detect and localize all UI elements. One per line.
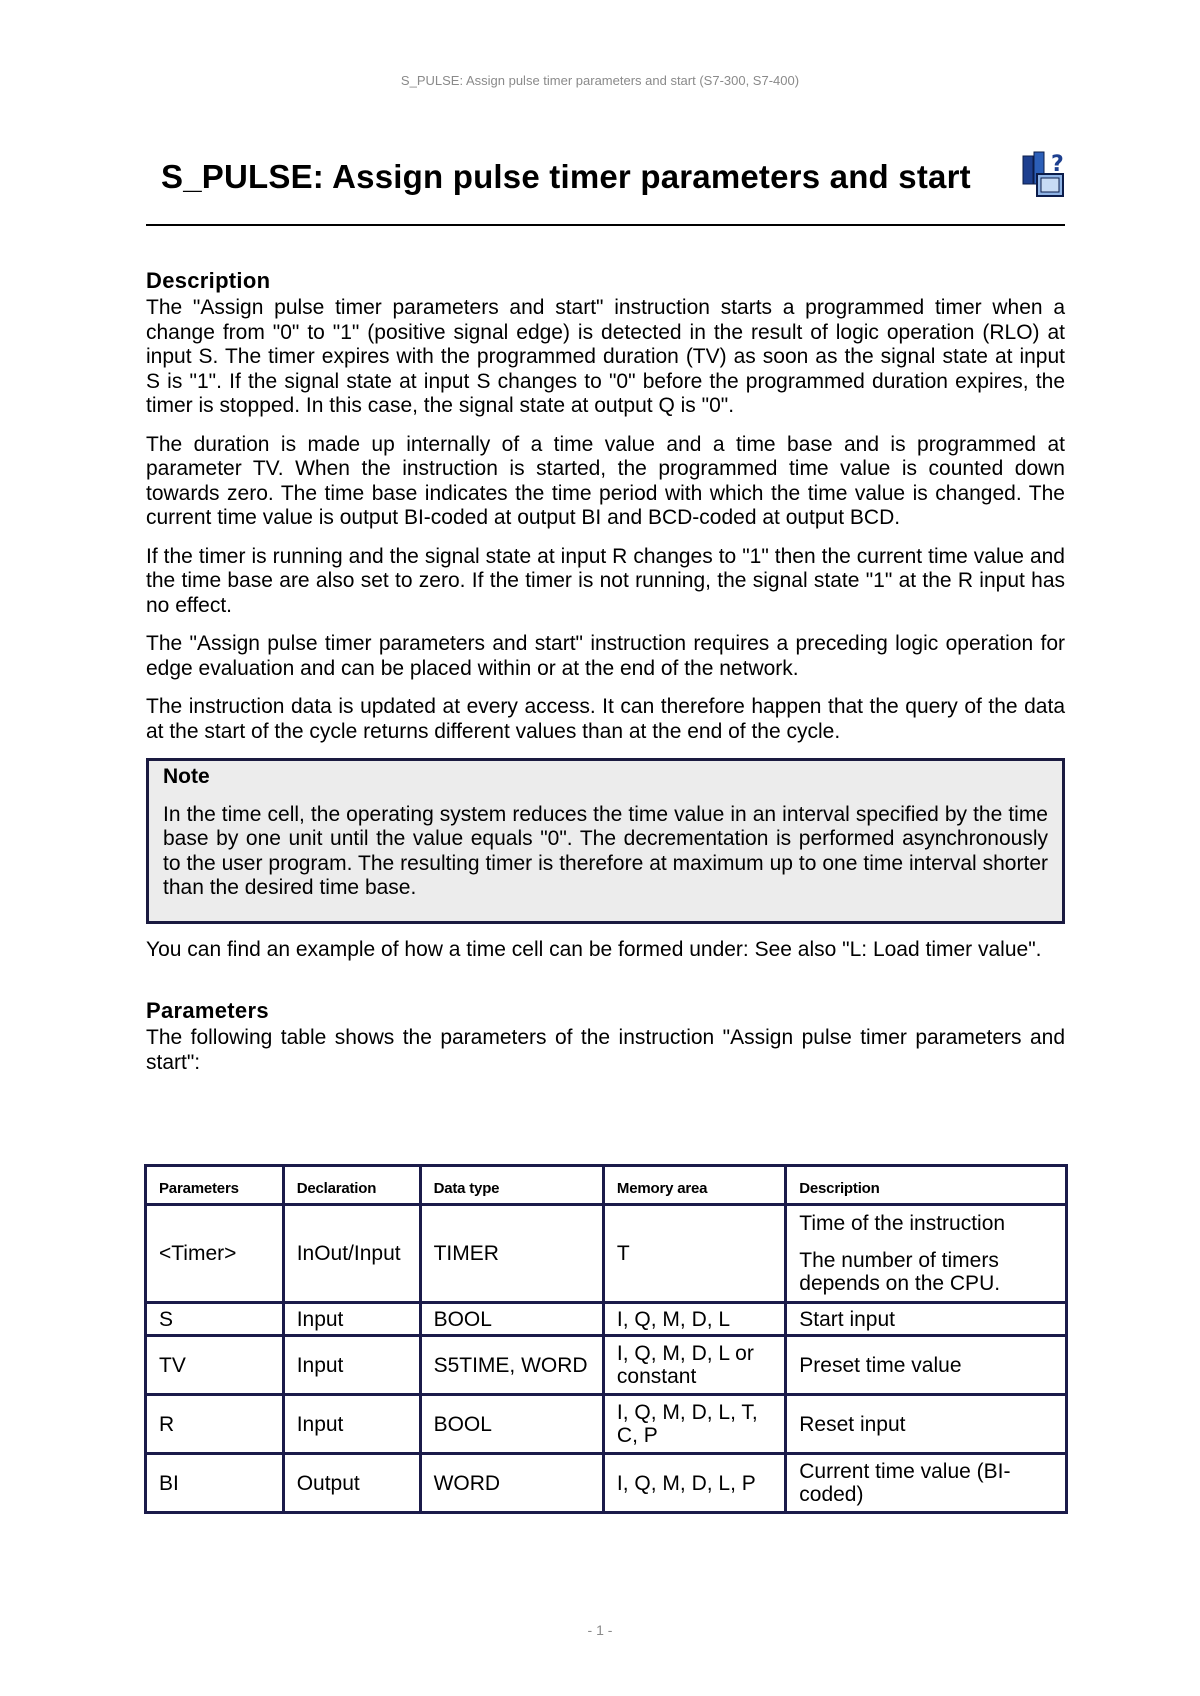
title-divider [146,224,1065,226]
table-row [146,1395,1067,1454]
column-header: Memory area [603,1166,785,1205]
parameters-table [144,1164,1068,1514]
page-title: S_PULSE: Assign pulse timer parameters and start [161,158,971,195]
description-line: Time of the instruction [799,1212,1006,1235]
table-row [146,1303,1067,1336]
cell-description: Current time value (BI-coded) [786,1454,1067,1513]
cell-declaration: Output [283,1454,420,1513]
cell-declaration: InOut/Input [283,1205,420,1303]
column-header: Data type [420,1166,603,1205]
help-icon[interactable] [1021,150,1067,200]
parameters-intro: The following table shows the parameters of the instruction "Assign pulse timer parameters and start": [146,1026,1065,1074]
description-paragraph: If the timer is running and the signal state at input R changes to "1" then the current time value and the time base are also set to zero. If the timer is not running, the signal state "1" at the R input has no effect. [146,544,1065,617]
cell-memory-area: I, Q, M, D, L, P [603,1454,785,1513]
note-box [146,758,1065,924]
cell-data-type: BOOL [420,1395,603,1454]
description-paragraph: The "Assign pulse timer parameters and start" instruction starts a programmed timer when a change from "0" to "1" (positive signal edge) is detected in the result of logic operation (RLO) at input S. The timer expires with the programmed duration (TV) as soon as the signal state at input S is "1". If the signal state at input S changes to "0" before the programmed duration expires, the timer is stopped. In this case, the signal state at output Q is "0". [146,296,1065,417]
description-line: The number of timers depends on the CPU. [799,1249,1001,1295]
page-number: - 1 - [587,1622,613,1638]
cell-description: Preset time value [786,1336,1067,1395]
cell-description: Start input [786,1303,1067,1336]
cell-parameter: S [146,1303,284,1336]
column-header: Declaration [283,1166,420,1205]
description-paragraph: The instruction data is updated at every access. It can therefore happen that the query of the data at the start of the cycle returns different values than at the end of the cycle. [146,695,1065,743]
cell-parameter: BI [146,1454,284,1513]
description-heading: Description [146,268,271,293]
cell-parameter: TV [146,1336,284,1395]
description-paragraph: The duration is made up internally of a time value and a time base and is programmed at parameter TV. When the instruction is started, the programmed time value is counted down towards zero. The time base indicates the time period with which the time value is changed. The current time value is output BI-coded at output BI and BCD-coded at output BCD. [146,432,1065,529]
cell-data-type: BOOL [420,1303,603,1336]
parameters-heading: Parameters [146,998,269,1023]
cell-data-type: TIMER [420,1205,603,1303]
note-title: Note [163,765,210,788]
note-text: In the time cell, the operating system reduces the time value in an interval specified by the time base by one unit until the value equals "0". The decrementation is performed asynchronously to the user program. The resulting timer is therefore at maximum up to one time interval shorter than the desired time base. [163,802,1048,899]
cell-memory-area: I, Q, M, D, L, T, C, P [603,1395,785,1454]
running-header: S_PULSE: Assign pulse timer parameters and start (S7-300, S7-400) [400,73,800,88]
see-also-text: You can find an example of how a time cell can be formed under: See also "L: Load timer value". [146,937,1042,961]
cell-memory-area: T [603,1205,785,1303]
document-body [146,268,1065,1089]
cell-memory-area: I, Q, M, D, L [603,1303,785,1336]
table-header-row [146,1166,1067,1205]
cell-parameter: R [146,1395,284,1454]
cell-memory-area: I, Q, M, D, L or constant [603,1336,785,1395]
svg-text:?: ? [1051,152,1064,177]
cell-declaration: Input [283,1303,420,1336]
table-row [146,1336,1067,1395]
cell-declaration: Input [283,1395,420,1454]
cell-description [786,1205,1067,1303]
column-header: Parameters [146,1166,284,1205]
cell-parameter: <Timer> [146,1205,284,1303]
cell-declaration: Input [283,1336,420,1395]
description-paragraph: The "Assign pulse timer parameters and start" instruction requires a preceding logic operation for edge evaluation and can be placed within or at the end of the network. [146,632,1065,680]
cell-description: Reset input [786,1395,1067,1454]
title-row [146,146,1067,208]
table-row [146,1205,1067,1303]
table-row [146,1454,1067,1513]
cell-data-type: S5TIME, WORD [420,1336,603,1395]
column-header: Description [786,1166,1067,1205]
cell-data-type: WORD [420,1454,603,1513]
